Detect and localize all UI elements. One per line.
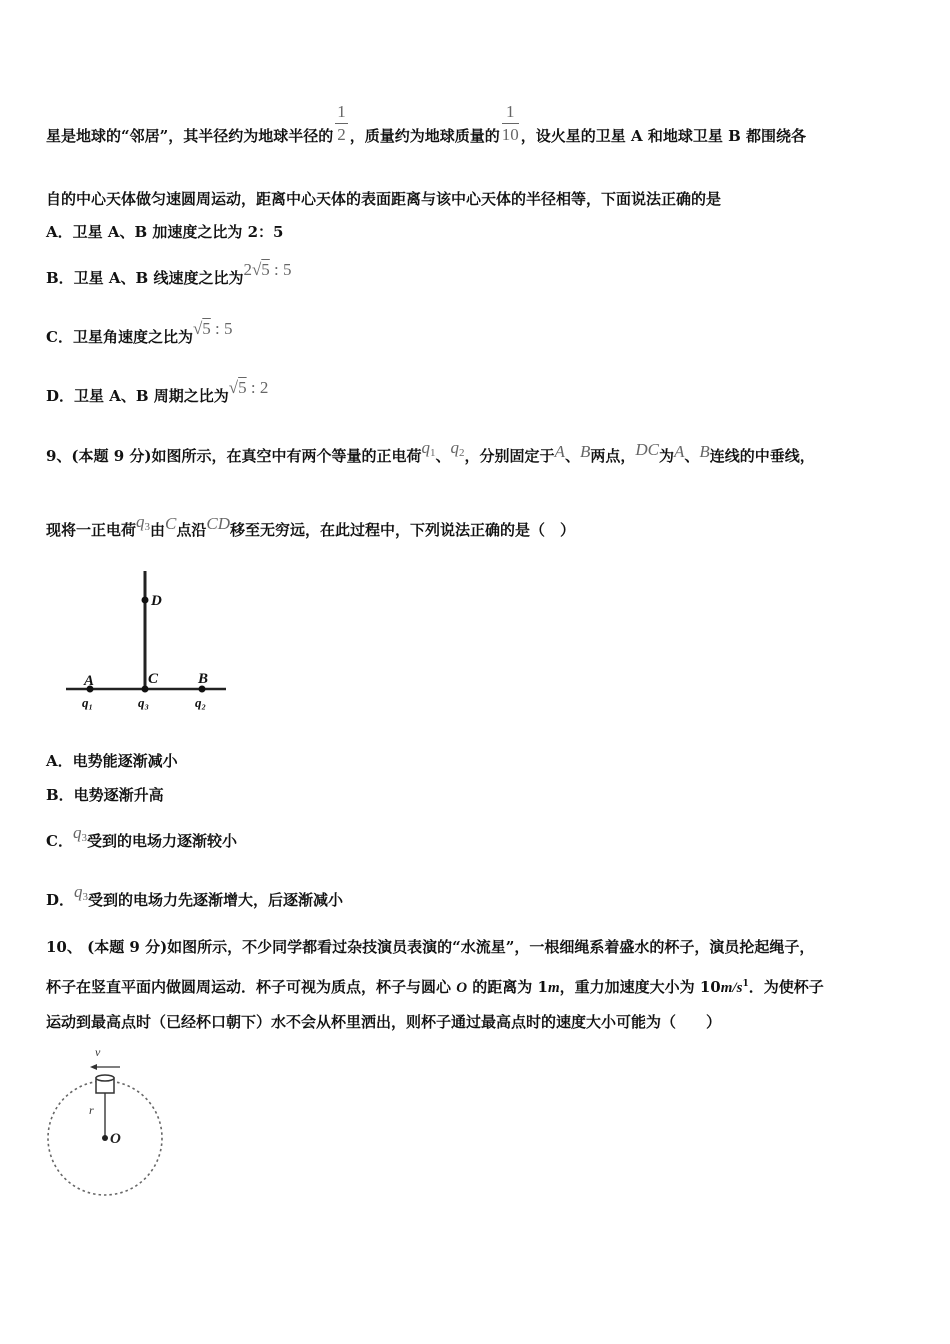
- q9-line2: [46, 512, 576, 545]
- separator: 、: [564, 447, 580, 465]
- q10-line2-text-a: 杯子在竖直平面内做圆周运动．杯子可视为质点，杯子与圆心: [46, 978, 457, 996]
- fraction-numerator: 1: [335, 102, 348, 124]
- label-q1: q₁: [82, 695, 94, 710]
- q9-line2-text-b: 由: [150, 521, 166, 539]
- center-o-symbol: O: [456, 980, 468, 996]
- fraction-denominator: 10: [501, 124, 519, 144]
- q9-line1-text-b: ，分别固定于: [464, 447, 555, 465]
- option-label: D．: [46, 891, 75, 909]
- point-d-dot: [142, 597, 149, 604]
- unit-m: m: [547, 980, 560, 996]
- q-letter: q: [72, 823, 82, 842]
- q8-option-c: [46, 319, 233, 347]
- q9-line1-text-d: 为: [658, 447, 674, 465]
- q10-line3: 运动到最高点时（已经杯口朝下）水不会从杯里洒出，则杯子通过最高点时的速度大小可能为（ ）: [46, 1013, 722, 1031]
- q1-symbol: [422, 439, 436, 457]
- q9-line1-text-e: 连线的中垂线，: [709, 447, 815, 465]
- option-label: C．: [46, 832, 73, 850]
- q8-line1-text-c: ，设火星的卫星 A 和地球卫星 B 都围绕各: [520, 127, 806, 145]
- q8-option-b-text: B．卫星 A、B 线速度之比为: [46, 269, 244, 287]
- q8-line1-text-b: ，质量约为地球质量的: [349, 127, 500, 145]
- label-c: C: [148, 671, 159, 687]
- label-v: v: [95, 1045, 101, 1059]
- subscript: 3: [81, 832, 87, 844]
- fraction-numerator: 1: [502, 102, 519, 124]
- line-cd-symbol: CD: [206, 514, 231, 533]
- q-letter: q: [421, 438, 431, 457]
- point-b-symbol: B: [699, 442, 710, 461]
- subscript: 1: [430, 447, 436, 459]
- separator: 、: [684, 447, 700, 465]
- q2-symbol: [451, 439, 465, 457]
- q3-symbol: [74, 883, 88, 901]
- q-letter: q: [136, 512, 145, 531]
- sqrt-radicand: 5: [261, 260, 270, 279]
- q9-line2-text-c: 点沿: [176, 521, 207, 539]
- point-c-symbol: C: [165, 514, 177, 533]
- label-r: r: [89, 1103, 94, 1117]
- charges-figure: [60, 565, 240, 715]
- q9-line2-text-a: 现将一正电荷: [46, 521, 137, 539]
- cup-rim: [96, 1075, 114, 1081]
- sqrt-radicand: 5: [202, 319, 211, 338]
- fraction-one-half: [335, 102, 348, 145]
- q10-line2-text-d: ．为使杯子: [748, 978, 824, 996]
- subscript: 2: [459, 447, 465, 459]
- q9-line2-text-d: 移至无穷远，在此过程中，下列说法正确的是（ ）: [230, 521, 576, 539]
- q8-line1: [46, 101, 806, 146]
- line-dc-symbol: DC: [635, 440, 659, 459]
- q9-option-d: [46, 882, 344, 915]
- q8-option-b: [46, 260, 292, 288]
- q10-line2: [46, 974, 824, 998]
- q8-option-a: A．卫星 A、B 加速度之比为 2：5: [46, 223, 284, 241]
- subscript: 3: [144, 521, 151, 533]
- water-meteor-figure: [40, 1040, 180, 1205]
- q-letter: q: [450, 438, 460, 457]
- point-a-symbol: A: [674, 442, 685, 461]
- separator: 、: [435, 447, 451, 465]
- q10-line1: 10、 (本题 9 分)如图所示，不少同学都看过杂技演员表演的“水流星”，一根细绳系着盛水的杯子，演员抡起绳子，: [46, 938, 815, 956]
- ratio-rest: : 5: [210, 319, 233, 338]
- q8-line1-text-a: 星是地球的“邻居”，其半径约为地球半径的: [46, 127, 334, 145]
- subscript: 3: [82, 891, 89, 903]
- unit-ms: m/s: [720, 980, 743, 996]
- q8-option-d-text: D．卫星 A、B 周期之比为: [46, 387, 229, 405]
- q10-line2-text-c: ，重力加速度大小为 10: [559, 978, 721, 996]
- q8-option-c-text: C．卫星角速度之比为: [46, 328, 193, 346]
- q3-symbol: [73, 824, 87, 842]
- sqrt-coefficient: 2: [243, 260, 252, 279]
- ratio-rest: : 5: [269, 260, 292, 279]
- q10-line2-text-b: 的距离为 1: [467, 978, 548, 996]
- q9-option-c: [46, 823, 237, 856]
- ratio-rest: : 2: [246, 378, 269, 397]
- q-letter: q: [74, 882, 83, 901]
- label-q3: q₃: [138, 695, 150, 710]
- q9-line1-text-c: 两点，: [590, 447, 636, 465]
- q9-line1: [46, 438, 815, 471]
- label-a: A: [84, 673, 95, 689]
- label-b: B: [198, 671, 209, 687]
- label-d: D: [151, 593, 162, 609]
- sqrt-expression: √5 : 5: [192, 319, 233, 338]
- fraction-one-tenth: [502, 102, 519, 145]
- point-b-symbol: B: [579, 442, 591, 461]
- center-dot: [102, 1135, 108, 1141]
- sqrt-expression: 2√5 : 5: [243, 260, 292, 279]
- q3-symbol: [136, 513, 150, 531]
- sqrt-radicand: 5: [238, 378, 247, 397]
- fraction-denominator: 2: [337, 124, 346, 144]
- superscript: 1: [742, 979, 749, 989]
- q9-option-a: A．电势能逐渐减小: [46, 752, 178, 770]
- label-o: O: [110, 1131, 121, 1147]
- q9-line1-text-a: 9、(本题 9 分)如图所示，在真空中有两个等量的正电荷: [46, 447, 422, 465]
- point-a-symbol: A: [554, 442, 565, 461]
- q8-option-d: [46, 378, 269, 406]
- q9-option-b: B．电势逐渐升高: [46, 786, 164, 804]
- q9-option-c-text: 受到的电场力逐渐较小: [86, 832, 237, 850]
- q9-option-d-text: 受到的电场力先逐渐增大，后逐渐减小: [88, 891, 344, 909]
- q8-line2: 自的中心天体做匀速圆周运动，距离中心天体的表面距离与该中心天体的半径相等，下面说法正确的是: [46, 190, 722, 208]
- label-q2: q₂: [195, 695, 207, 710]
- sqrt-expression: √5 : 2: [228, 378, 269, 397]
- velocity-arrow-head: [90, 1064, 97, 1070]
